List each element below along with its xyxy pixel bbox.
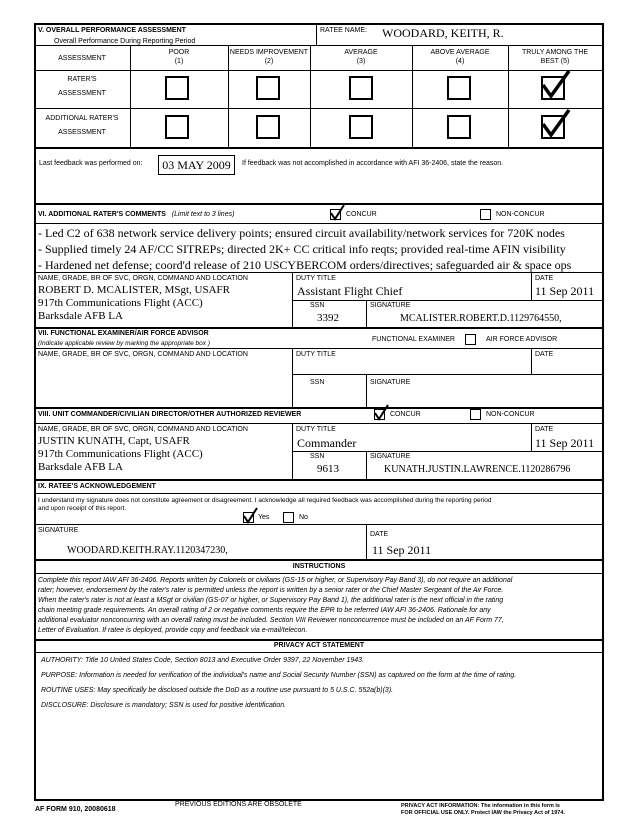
section-v-title: V. OVERALL PERFORMANCE ASSESSMENT: [38, 27, 186, 34]
ix-signature-label: SIGNATURE: [38, 527, 79, 534]
vi-name-line-3: Barksdale AFB LA: [38, 310, 123, 322]
section-vi-concur-checkbox[interactable]: [330, 209, 341, 220]
feedback-label: Last feedback was performed on:: [39, 160, 143, 167]
raters-assessment-label: ASSESSMENT: [58, 90, 106, 97]
viii-date: 11 Sep 2011: [535, 436, 595, 450]
section-viii-nonconcur-checkbox[interactable]: [470, 409, 481, 420]
vii-name-label: NAME, GRADE, BR OF SVC, ORGN, COMMAND AND LOCATION: [38, 351, 248, 358]
af-advisor-label: AIR FORCE ADVISOR: [486, 336, 558, 343]
vi-name-line-2: 917th Communications Flight (ACC): [38, 297, 203, 309]
section-viii-title: VIII. UNIT COMMANDER/CIVILIAN DIRECTOR/OTHER AUTHORIZED REVIEWER: [38, 411, 302, 418]
ix-text-2: and upon receipt of this report.: [38, 505, 127, 512]
viii-duty-title: Commander: [297, 436, 357, 450]
section-vii-title: VII. FUNCTIONAL EXAMINER/AIR FORCE ADVISOR: [38, 330, 209, 337]
check-icon: [374, 405, 390, 421]
feedback-date-field[interactable]: 03 MAY 2009: [158, 155, 235, 175]
privacy-disclosure: DISCLOSURE: Disclosure is mandatory; SSN is used for positive identification.: [41, 702, 287, 709]
instructions-line-4: chain meeting grade requirements. An overall rating of 2 or negative comments require the EPR to be referred IAW AFI 36-2406. Rationale for any: [38, 607, 491, 614]
privacy-routine-uses: ROUTINE USES: May specifically be disclosed outside the DoD as a routine use pursuant to 5 U.S.C. 552a(b)(3).: [41, 687, 394, 694]
section-v-subtitle: Overall Performance During Reporting Period: [54, 38, 196, 45]
viii-date-label: DATE: [535, 426, 554, 433]
check-icon: [541, 109, 571, 139]
footer-form-id: AF FORM 910, 20080618: [35, 806, 116, 813]
vi-duty-title: Assistant Flight Chief: [297, 284, 403, 298]
viii-signature: KUNATH.JUSTIN.LAWRENCE.1120286796: [384, 464, 571, 475]
ix-no-label: No: [299, 514, 308, 521]
additional-raters-label: ADDITIONAL RATER'S: [45, 115, 119, 122]
vi-date-label: DATE: [535, 275, 554, 282]
section-vi-concur-label: CONCUR: [346, 211, 377, 218]
footer-obsolete: PREVIOUS EDITIONS ARE OBSOLETE: [175, 801, 302, 808]
viii-ssn-label: SSN: [310, 453, 325, 460]
col-truly-best-label: TRULY AMONG THE: [521, 49, 589, 56]
col-poor-label: POOR: [168, 49, 190, 56]
privacy-authority: AUTHORITY: Title 10 United States Code, Section 8013 and Executive Order 9397, 22 November 1943.: [41, 657, 365, 664]
instructions-line-5: additional evaluator nonconcurring with an overall rating must be included. Section VIII Reviewer nonconcurrence must be included on an AF Form 77,: [38, 617, 504, 624]
check-icon: [330, 205, 346, 221]
check-icon: [243, 508, 259, 524]
add-rater-truly-best-box[interactable]: [541, 115, 565, 139]
footer-privacy-info-2: FOR OFFICIAL USE ONLY. Protect IAW the Privacy Act of 1974.: [401, 810, 565, 816]
add-rater-needs-improvement-box[interactable]: [256, 115, 280, 139]
section-vi-title: VI. ADDITIONAL RATER'S COMMENTS: [38, 211, 166, 218]
ix-text-1: I understand my signature does not constitute agreement or disagreement. I acknowledge all required feedback was accomplished during the reporting period: [38, 497, 492, 504]
add-rater-average-box[interactable]: [349, 115, 373, 139]
ix-date: 11 Sep 2011: [372, 543, 432, 557]
vi-duty-title-label: DUTY TITLE: [296, 275, 336, 282]
instructions-title: INSTRUCTIONS: [292, 563, 346, 570]
col-needs-improvement-label: NEEDS IMPROVEMENT: [229, 49, 309, 56]
vii-ssn-label: SSN: [310, 379, 325, 386]
ix-no-checkbox[interactable]: [283, 512, 294, 523]
section-viii-concur-label: CONCUR: [390, 411, 421, 418]
comment-line-1: - Led C2 of 638 network service delivery points; ensured circuit availability/network services for 720K nodes: [38, 226, 565, 240]
rater-above-average-box[interactable]: [447, 76, 471, 100]
footer-privacy-info-1: PRIVACY ACT INFORMATION: The information in this form is: [401, 803, 560, 809]
viii-name-line-3: Barksdale AFB LA: [38, 461, 123, 473]
instructions-line-2: rater; however, endorsement by the rater's rater is permitted unless the report is written by a senior rater or the Chief Master Sergeant of the Air Force.: [38, 587, 504, 594]
col-above-average-num: (4): [455, 58, 465, 65]
viii-ssn: 9613: [317, 463, 339, 475]
rater-poor-box[interactable]: [165, 76, 189, 100]
viii-duty-title-label: DUTY TITLE: [296, 426, 336, 433]
vii-date-label: DATE: [535, 351, 554, 358]
rater-average-box[interactable]: [349, 76, 373, 100]
vi-signature: MCALISTER.ROBERT.D.1129764550,: [400, 313, 562, 324]
functional-examiner-label: FUNCTIONAL EXAMINER: [372, 336, 455, 343]
section-ix-title: IX. RATEE'S ACKNOWLEDGEMENT: [38, 483, 156, 490]
vi-signature-label: SIGNATURE: [370, 302, 411, 309]
viii-signature-label: SIGNATURE: [370, 453, 411, 460]
ix-yes-label: Yes: [258, 514, 270, 521]
add-rater-poor-box[interactable]: [165, 115, 189, 139]
vi-name-line-1: ROBERT D. MCALISTER, MSgt, USAFR: [38, 284, 230, 296]
comment-line-2: - Supplied timely 24 AF/CC SITREPs; directed 2K+ CC critical info reqts; provided real-time AFIN visibility: [38, 242, 566, 256]
section-vi-nonconcur-label: NON-CONCUR: [496, 211, 545, 218]
rater-needs-improvement-box[interactable]: [256, 76, 280, 100]
additional-raters-assessment-label: ASSESSMENT: [58, 129, 106, 136]
section-vi-nonconcur-checkbox[interactable]: [480, 209, 491, 220]
col-poor-num: (1): [174, 58, 184, 65]
section-viii-concur-checkbox[interactable]: [374, 409, 385, 420]
ix-signature: WOODARD.KEITH.RAY.1120347230,: [67, 545, 228, 556]
vii-signature-label: SIGNATURE: [370, 379, 411, 386]
col-average-label: AVERAGE: [344, 49, 378, 56]
instructions-line-6: Letter of Evaluation. If ratee is deployed, provide copy and feedback via e-mail/telecon.: [38, 627, 308, 634]
ix-date-label: DATE: [370, 531, 389, 538]
feedback-note: If feedback was not accomplished in accordance with AFI 36-2406, state the reason.: [242, 160, 504, 167]
vi-ssn-label: SSN: [310, 302, 325, 309]
functional-examiner-checkbox[interactable]: [465, 334, 476, 345]
raters-label: RATER'S: [67, 76, 97, 83]
ix-yes-checkbox[interactable]: [243, 512, 254, 523]
col-average-num: (3): [356, 58, 366, 65]
col-above-average-label: ABOVE AVERAGE: [430, 49, 490, 56]
viii-name-line-1: JUSTIN KUNATH, Capt, USAFR: [38, 435, 190, 447]
viii-name-line-2: 917th Communications Flight (ACC): [38, 448, 203, 460]
privacy-title: PRIVACY ACT STATEMENT: [273, 642, 365, 649]
section-vi-limit: (Limit text to 3 lines): [171, 211, 235, 218]
vi-ssn: 3392: [317, 312, 339, 324]
instructions-line-1: Complete this report IAW AFI 36-2406. Reports written by Colonels or civilians (GS-15 or higher, or Supervisory Pay Band 3), do not require an additional: [38, 577, 513, 584]
instructions-line-3: When the rater's rater is not at least a MSgt or civilian (GS-07 or higher, or Supervisory Pay Band 1), the additional rater is the next official in the rating: [38, 597, 504, 604]
vi-date: 11 Sep 2011: [535, 284, 595, 298]
check-icon: [541, 70, 571, 100]
vii-duty-title-label: DUTY TITLE: [296, 351, 336, 358]
viii-name-label: NAME, GRADE, BR OF SVC, ORGN, COMMAND AND LOCATION: [38, 426, 248, 433]
privacy-purpose: PURPOSE: Information is needed for verification of the individual's name and Social Security Number (SSN) as captured on the form at the time of rating.: [41, 672, 517, 679]
rater-truly-best-box[interactable]: [541, 76, 565, 100]
col-needs-improvement-num: (2): [264, 58, 274, 65]
section-viii-nonconcur-label: NON-CONCUR: [486, 411, 535, 418]
add-rater-above-average-box[interactable]: [447, 115, 471, 139]
comment-line-3: - Hardened net defense; coord'd release of 210 USCYBERCOM orders/directives; safeguarded air & space ops: [38, 258, 572, 272]
ratee-name: WOODARD, KEITH, R.: [382, 26, 504, 40]
ratee-name-label: RATEE NAME:: [320, 27, 367, 34]
col-truly-best-num: BEST (5): [540, 58, 570, 65]
assessment-header: ASSESSMENT: [58, 55, 106, 62]
section-vii-subtitle: (Indicate applicable review by marking the appropriate box ): [38, 340, 210, 347]
vi-name-label: NAME, GRADE, BR OF SVC, ORGN, COMMAND AND LOCATION: [38, 275, 248, 282]
